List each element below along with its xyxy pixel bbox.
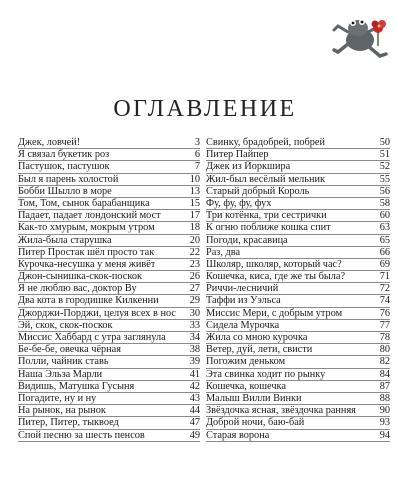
toc-entry[interactable] <box>18 381 200 393</box>
toc-column-right <box>206 137 390 442</box>
toc-entry-title: Сидела Мурочка <box>206 319 280 331</box>
toc-entry-title: Миссис Мери, с добрым утром <box>206 307 343 319</box>
toc-entry[interactable] <box>18 137 200 149</box>
toc-entry[interactable] <box>206 198 390 210</box>
toc-entry-title: Жила со мною курочка <box>206 332 308 343</box>
toc-entry[interactable] <box>206 222 390 234</box>
toc-entry-title: Курочка-несушка у меня живёт <box>18 258 156 270</box>
toc-entry-page: 60 <box>379 210 390 222</box>
toc-entry[interactable] <box>206 332 390 344</box>
toc-entry-page: 94 <box>379 429 390 441</box>
toc-entry-page: 6 <box>194 149 200 161</box>
toc-entry[interactable] <box>18 149 200 161</box>
toc-entry-page: 50 <box>379 137 390 148</box>
toc-entry[interactable] <box>18 405 200 417</box>
toc-entry[interactable] <box>206 210 390 222</box>
toc-entry-title: Видишь, Матушка Гусыня <box>18 380 135 392</box>
toc-entry-page: 17 <box>189 210 200 222</box>
toc-entry-title: Бе-бе-бе, овечка чёрная <box>18 344 121 356</box>
toc-entry[interactable] <box>18 369 200 381</box>
toc-entry-title: Был я парень холостой <box>18 173 119 185</box>
toc-entry-page: 87 <box>379 380 390 392</box>
toc-entry-title: Полли, чайник ставь <box>18 356 109 368</box>
toc-entry[interactable] <box>18 247 200 259</box>
toc-entry-title: Наша Эльза Марли <box>18 368 103 380</box>
toc-entry-title: Эта свинка ходит по рынку <box>206 368 326 380</box>
toc-entry-title: Я не люблю вас, доктор Ву <box>18 283 137 295</box>
toc-entry-title: Жила-была старушка <box>18 234 112 246</box>
toc-entry[interactable] <box>206 283 390 295</box>
toc-entry-page: 13 <box>189 185 200 197</box>
toc-entry-title: Малыш Вилли Винки <box>206 392 302 404</box>
toc-entry-title: Таффи из Уэльса <box>206 295 281 307</box>
toc-entry[interactable] <box>18 356 200 368</box>
toc-entry[interactable] <box>206 247 390 259</box>
toc-entry[interactable] <box>206 174 390 186</box>
toc-entry-page: 72 <box>379 283 390 295</box>
toc-entry-title: Старая ворона <box>206 429 270 441</box>
toc-entry-page: 30 <box>189 307 200 319</box>
toc-entry-page: 38 <box>189 344 200 356</box>
toc-entry[interactable] <box>206 271 390 283</box>
toc-entry-page: 65 <box>379 234 390 246</box>
toc-entry-page: 88 <box>379 392 390 404</box>
toc-entry-title: Спой песню за шесть пенсов <box>18 429 145 441</box>
toc-entry-title: Школяр, школяр, который час? <box>206 258 342 270</box>
toc-entry-title: Свинку, брадобрей, побрей <box>206 137 325 148</box>
toc-entry[interactable] <box>18 430 200 442</box>
toc-entry-title: Три котёнка, три сестрички <box>206 210 327 222</box>
toc-entry-title: Жил-был весёлый мельник <box>206 173 326 185</box>
toc-entry[interactable] <box>18 308 200 320</box>
toc-entry-title: Пастушок, пастушок <box>18 161 110 173</box>
toc-entry-title: Погожим деньком <box>206 356 286 368</box>
toc-entry[interactable] <box>18 393 200 405</box>
toc-entry-page: 18 <box>189 222 200 234</box>
toc-entry-title: Джек из Йоркшира <box>206 161 291 173</box>
toc-entry[interactable] <box>18 186 200 198</box>
toc-entry-page: 74 <box>379 295 390 307</box>
toc-entry[interactable] <box>206 430 390 442</box>
toc-entry-page: 66 <box>379 246 390 258</box>
toc-entry-title: Миссис Хаббард с утра заглянула <box>18 332 166 343</box>
toc-entry[interactable] <box>18 320 200 332</box>
toc-entry-page: 56 <box>379 185 390 197</box>
toc-entry[interactable] <box>206 405 390 417</box>
frog-with-flower-icon <box>332 6 394 64</box>
toc-entry-title: Фу, фу, фу, фух <box>206 197 272 209</box>
toc-entry[interactable] <box>18 174 200 186</box>
toc-entry-title: Старый добрый Король <box>206 185 310 197</box>
toc-entry[interactable] <box>206 308 390 320</box>
toc-entry-page: 41 <box>189 368 200 380</box>
toc-entry-page: 33 <box>189 319 200 331</box>
toc-entry-page: 55 <box>379 173 390 185</box>
toc-entry-title: Питер Пайпер <box>206 149 269 161</box>
toc-entry[interactable] <box>206 381 390 393</box>
toc-entry-page: 82 <box>379 356 390 368</box>
toc-entry[interactable] <box>18 235 200 247</box>
toc-entry-title: Раз, два <box>206 246 241 258</box>
toc-entry-title: Погадите, ну и ну <box>18 392 97 404</box>
toc-entry-page: 39 <box>189 356 200 368</box>
toc-entry[interactable] <box>206 186 390 198</box>
toc-entry-page: 69 <box>379 258 390 270</box>
toc-entry-title: Кошечка, кошечка <box>206 380 286 392</box>
toc-entry-title: Джон-сынишка-скок-поскок <box>18 271 142 283</box>
toc-entry-page: 93 <box>379 417 390 429</box>
toc-entry-page: 71 <box>379 271 390 283</box>
toc-entry-title: Том, Том, сынок барабанщика <box>18 197 150 209</box>
toc-entry-page: 34 <box>189 332 200 343</box>
toc-entry-title: Эй, скок, скок-поскок <box>18 319 113 331</box>
toc-entry-page: 84 <box>379 368 390 380</box>
toc-entry[interactable] <box>18 283 200 295</box>
toc-entry[interactable] <box>18 295 200 307</box>
toc-entry-page: 20 <box>189 234 200 246</box>
toc-entry[interactable] <box>18 161 200 173</box>
toc-entry-page: 15 <box>189 197 200 209</box>
toc-entry-page: 52 <box>379 161 390 173</box>
toc-entry-page: 77 <box>379 319 390 331</box>
toc-entry-title: Кошечка, киса, где же ты была? <box>206 271 346 283</box>
toc-entry-title: Я связал букетик роз <box>18 149 110 161</box>
toc-entry[interactable] <box>206 344 390 356</box>
toc-entry-page: 44 <box>189 405 200 417</box>
toc-entry[interactable] <box>18 332 200 344</box>
toc-entry-title: Риччи-лесничий <box>206 283 279 295</box>
toc-entry[interactable] <box>206 259 390 271</box>
toc-entry-page: 22 <box>189 246 200 258</box>
toc-entry[interactable] <box>206 235 390 247</box>
toc-entry-page: 29 <box>189 295 200 307</box>
toc-entry-title: Ветер, дуй, лети, свисти <box>206 344 313 356</box>
toc-entry-title: Как-то хмурым, мокрым утром <box>18 222 155 234</box>
toc-entry[interactable] <box>206 149 390 161</box>
toc-entry-page: 58 <box>379 197 390 209</box>
toc-entry[interactable] <box>206 356 390 368</box>
toc-entry-title: Питер, Питер, тыквоед <box>18 417 119 429</box>
toc-entry-page: 63 <box>379 222 390 234</box>
toc-entry-title: Бобби Шылло в море <box>18 185 112 197</box>
toc-entry-title: Питер Простак шёл просто так <box>18 246 155 258</box>
toc-entry[interactable] <box>206 369 390 381</box>
toc-entry-page: 3 <box>194 137 200 148</box>
toc-entry-page: 7 <box>194 161 200 173</box>
toc-entry[interactable] <box>18 222 200 234</box>
toc-entry-page: 78 <box>379 332 390 343</box>
toc-entry-page: 10 <box>189 173 200 185</box>
toc-entry[interactable] <box>206 137 390 149</box>
toc-entry[interactable] <box>206 320 390 332</box>
toc-entry[interactable] <box>18 344 200 356</box>
toc-column-left <box>18 137 200 442</box>
toc-entry-page: 80 <box>379 344 390 356</box>
toc-entry-page: 49 <box>189 429 200 441</box>
toc-entry[interactable] <box>206 417 390 429</box>
toc-entry[interactable] <box>18 198 200 210</box>
toc-entry-title: К огню поближе кошка спит <box>206 222 331 234</box>
toc-entry-page: 26 <box>189 271 200 283</box>
toc-entry[interactable] <box>206 393 390 405</box>
toc-entry-title: Погоди, красавица <box>206 234 288 246</box>
toc-entry-title: Джек, ловчей! <box>18 137 81 148</box>
page-title: ОГЛАВЛЕНИЕ <box>113 96 297 122</box>
toc-entry-page: 76 <box>379 307 390 319</box>
toc-entry[interactable] <box>18 210 200 222</box>
toc-entry-title: Падает, падает лондонский мост <box>18 210 161 222</box>
toc-entry-page: 42 <box>189 380 200 392</box>
toc-entry[interactable] <box>18 417 200 429</box>
toc-entry-page: 47 <box>189 417 200 429</box>
toc-entry[interactable] <box>206 161 390 173</box>
toc-entry-page: 90 <box>379 405 390 417</box>
toc-entry-page: 23 <box>189 258 200 270</box>
toc-entry-title: Доброй ночи, баю-бай <box>206 417 305 429</box>
toc-entry[interactable] <box>18 271 200 283</box>
toc-entry-page: 27 <box>189 283 200 295</box>
toc-entry[interactable] <box>18 259 200 271</box>
toc-entry-title: Джорджи-Порджи, целуя всех в нос <box>18 307 176 319</box>
toc-entry[interactable] <box>206 295 390 307</box>
toc-entry-page: 43 <box>189 392 200 404</box>
toc-entry-title: На рынок, на рынок <box>18 405 106 417</box>
toc-entry-title: Звёздочка ясная, звёздочка ранняя <box>206 405 356 417</box>
toc-entry-page: 51 <box>379 149 390 161</box>
toc-entry-title: Два кота в городишке Килкенни <box>18 295 159 307</box>
